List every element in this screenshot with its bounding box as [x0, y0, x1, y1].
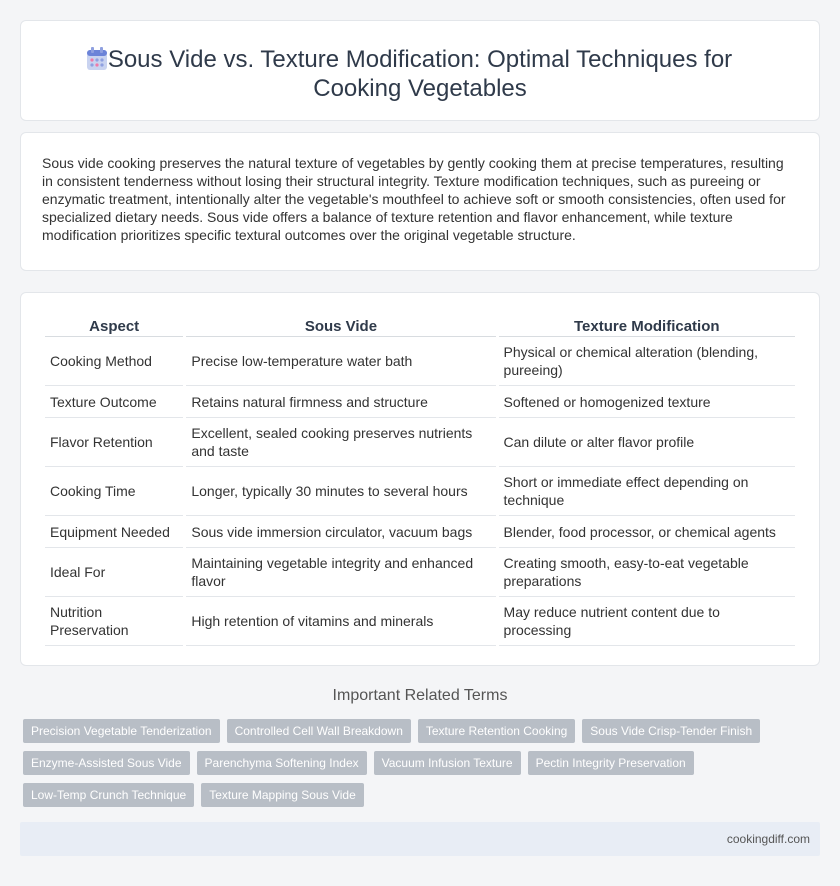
related-term-tag[interactable]: Low-Temp Crunch Technique — [23, 783, 194, 807]
intro-card — [20, 132, 820, 271]
table-cell: Longer, typically 30 minutes to several hours — [186, 467, 495, 516]
table-row — [45, 548, 795, 597]
related-term-tag[interactable]: Texture Mapping Sous Vide — [201, 783, 364, 807]
related-term-tag[interactable]: Precision Vegetable Tenderization — [23, 719, 220, 743]
comparison-table-card — [20, 292, 820, 666]
table-cell: Sous vide immersion circulator, vacuum bags — [186, 516, 495, 548]
table-cell: Excellent, sealed cooking preserves nutrients and taste — [186, 418, 495, 467]
related-term-tag[interactable]: Sous Vide Crisp-Tender Finish — [582, 719, 760, 743]
table-row — [45, 516, 795, 548]
table-row — [45, 467, 795, 516]
table-row — [45, 386, 795, 418]
footer-site-link[interactable]: cookingdiff.com — [726, 832, 810, 846]
table-cell: Creating smooth, easy-to-eat vegetable preparations — [499, 548, 795, 597]
table-cell: Equipment Needed — [45, 516, 183, 548]
table-cell: Nutrition Preservation — [45, 597, 183, 646]
table-cell: Cooking Time — [45, 467, 183, 516]
page-title: Sous Vide vs. Texture Modification: Optimal Techniques for Cooking Vegetables — [107, 46, 733, 102]
table-row — [45, 337, 795, 386]
table-cell: Short or immediate effect depending on technique — [499, 467, 795, 516]
related-term-tag[interactable]: Texture Retention Cooking — [418, 719, 575, 743]
table-header-row — [45, 315, 795, 337]
related-terms-title: Important Related Terms — [332, 687, 508, 704]
table-cell: Maintaining vegetable integrity and enhanced flavor — [186, 548, 495, 597]
related-terms-tags — [23, 719, 783, 807]
table-cell: Blender, food processor, or chemical agents — [499, 516, 795, 548]
table-cell: Retains natural firmness and structure — [186, 386, 495, 418]
related-term-tag[interactable]: Vacuum Infusion Texture — [374, 751, 521, 775]
table-cell: Physical or chemical alteration (blending, pureeing) — [499, 337, 795, 386]
table-row — [45, 418, 795, 467]
table-cell: High retention of vitamins and minerals — [186, 597, 495, 646]
title-card — [20, 20, 820, 121]
table-row — [45, 597, 795, 646]
related-term-tag[interactable]: Parenchyma Softening Index — [197, 751, 367, 775]
intro-paragraph: Sous vide cooking preserves the natural texture of vegetables by gently cooking them at precise temperatures, resulting in consistent tenderness without losing their structural integrity. Texture modification techniques, such as pureeing or enzymatic treatment, intentionally alter the vegetable's mouthfeel to achieve soft or smooth consistencies, often used for specialized dietary needs. Sous vide offers a balance of texture retention and flavor enhancement, while texture modification prioritizes specific textural outcomes over the original vegetable structure. — [42, 155, 786, 243]
table-cell: Ideal For — [45, 548, 183, 597]
table-cell: Softened or homogenized texture — [499, 386, 795, 418]
header-sous-vide: Sous Vide — [186, 315, 495, 337]
footer — [20, 822, 820, 856]
comparison-table — [42, 315, 798, 646]
header-aspect: Aspect — [45, 315, 183, 337]
table-cell: Can dilute or alter flavor profile — [499, 418, 795, 467]
header-texture-modification: Texture Modification — [499, 315, 795, 337]
related-term-tag[interactable]: Enzyme-Assisted Sous Vide — [23, 751, 190, 775]
table-cell: Flavor Retention — [45, 418, 183, 467]
table-cell: Precise low-temperature water bath — [186, 337, 495, 386]
related-term-tag[interactable]: Controlled Cell Wall Breakdown — [227, 719, 411, 743]
table-cell: Texture Outcome — [45, 386, 183, 418]
related-term-tag[interactable]: Pectin Integrity Preservation — [528, 751, 694, 775]
table-cell: May reduce nutrient content due to processing — [499, 597, 795, 646]
table-cell: Cooking Method — [45, 337, 183, 386]
